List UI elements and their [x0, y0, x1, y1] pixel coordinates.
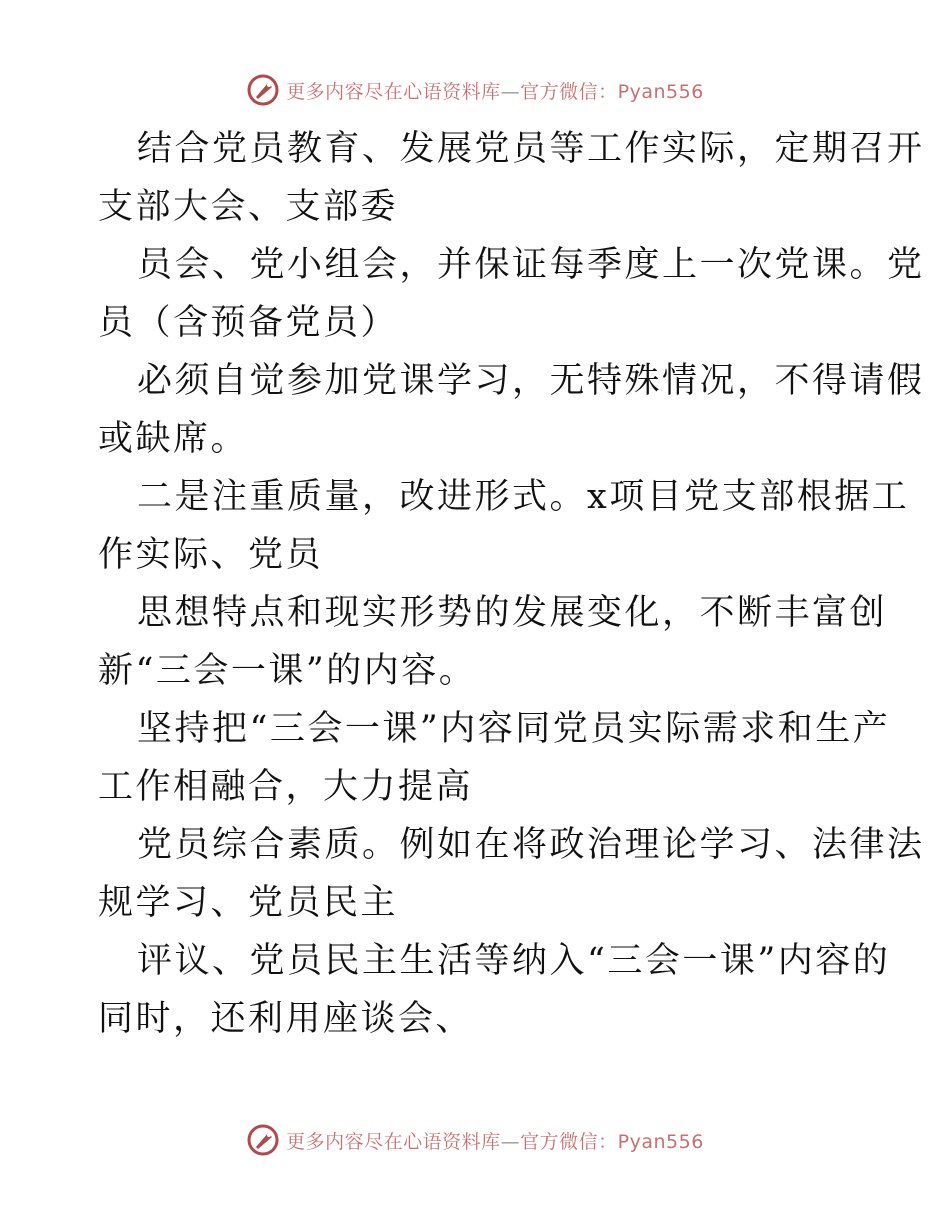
text-line: 党员综合素质。例如在将政治理论学习、法律法: [137, 825, 925, 865]
text-line: 结合党员教育、发展党员等工作实际，定期召开: [137, 129, 925, 169]
pen-nib-circle-icon: [246, 1123, 280, 1157]
banner-official-account: 官方微信：Pyan556: [520, 80, 704, 103]
text-line: 坚持把“三会一课”内容同党员实际需求和生产: [137, 709, 891, 749]
footer-watermark-banner: [0, 1120, 950, 1160]
text-line: 作实际、党员: [98, 535, 324, 575]
text-line: 必须自觉参加党课学习，无特殊情况，不得请假: [137, 361, 925, 401]
text-line: 员（含预备党员）: [98, 303, 399, 343]
text-line: 同时，还利用座谈会、: [98, 999, 474, 1039]
text-line: 工作相融合，大力提高: [98, 767, 474, 807]
text-line: 二是注重质量，改进形式。x项目党支部根据工: [137, 477, 910, 517]
banner-text: [286, 77, 704, 104]
text-line: 新“三会一课”的内容。: [98, 651, 477, 691]
text-line: 思想特点和现实形势的发展变化，不断丰富创: [137, 593, 888, 633]
banner-official-account: 官方微信：Pyan556: [520, 1130, 704, 1153]
banner-text: [286, 1127, 704, 1154]
banner-main-text: 更多内容尽在心语资料库: [286, 1130, 501, 1153]
banner-main-text: 更多内容尽在心语资料库: [286, 80, 501, 103]
banner-separator: —: [500, 1130, 521, 1153]
text-line: 规学习、党员民主: [98, 883, 399, 923]
text-line: 或缺席。: [98, 419, 249, 459]
banner-separator: —: [500, 80, 521, 103]
header-watermark-banner: [0, 70, 950, 110]
text-line: 员会、党小组会，并保证每季度上一次党课。党: [137, 245, 925, 285]
pen-nib-circle-icon: [246, 73, 280, 107]
text-line: 支部大会、支部委: [98, 187, 399, 227]
text-line: 评议、党员民主生活等纳入“三会一课”内容的: [137, 941, 891, 981]
